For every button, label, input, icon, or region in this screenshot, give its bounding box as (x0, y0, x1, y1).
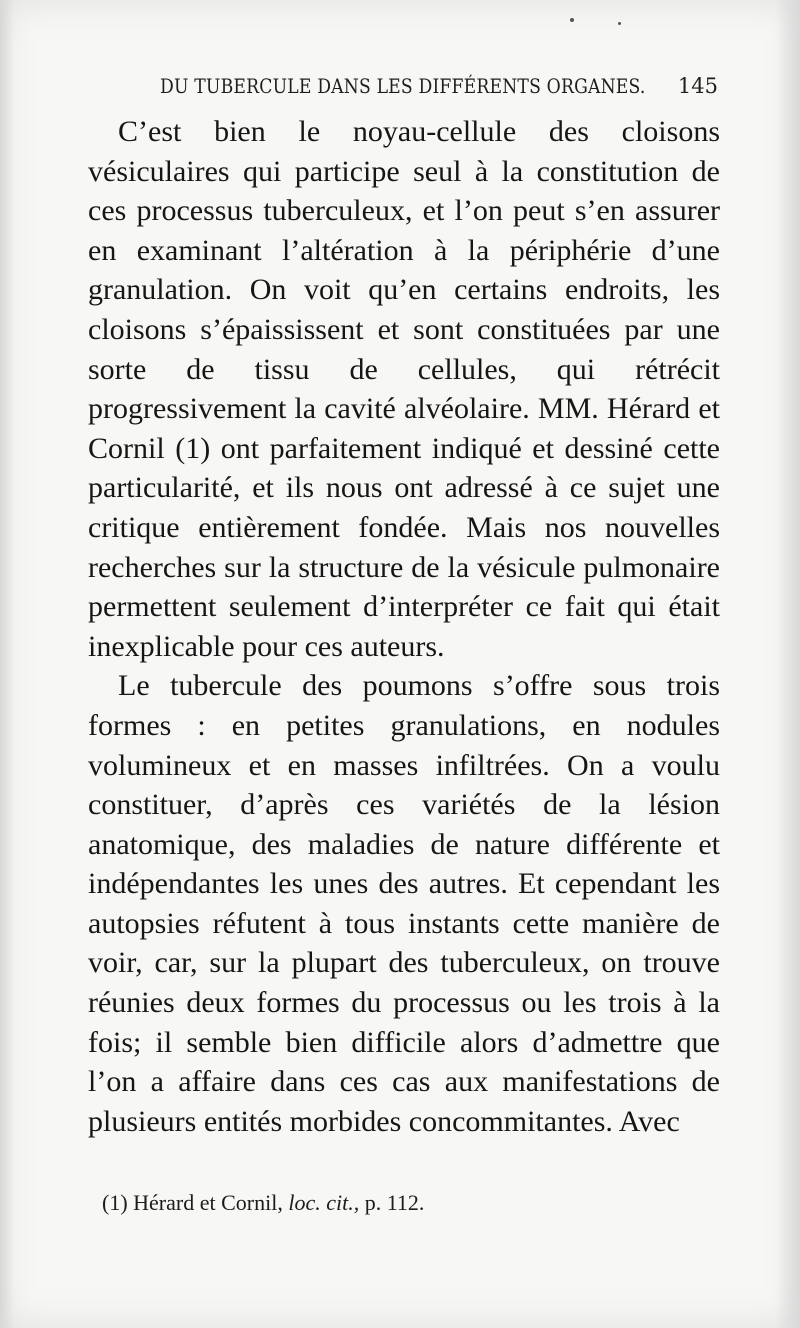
running-head (88, 74, 720, 106)
footnote-citation: loc. cit., (288, 1190, 360, 1215)
running-title: DU TUBERCULE DANS LES DIFFÉRENTS ORGANES. (160, 74, 646, 98)
paper-speck (570, 18, 574, 22)
footnote-authors: Hérard et Cornil, (133, 1190, 283, 1215)
footnote-page-ref: p. 112. (364, 1190, 425, 1215)
paper-speck (618, 22, 621, 25)
footnote-marker: (1) (102, 1190, 128, 1215)
body-text (88, 112, 720, 1141)
footnote (102, 1190, 424, 1216)
paragraph-1: C’est bien le noyau-cellule des cloisons vésiculaires qui participe seul à la constitution de ces processus tuberculeux, et l’on peut s’en assurer en examinant l’altération à la périphérie d’une granulation. On voit qu’en certains endroits, les cloisons s’épaississent et sont constituées par une sorte de tissu de cellules, qui rétrécit progressivement la cavité alvéolaire. MM. Hérard et Cornil (1) ont parfaitement indiqué et dessiné cette particularité, et ils nous ont adressé à ce sujet une critique entièrement fondée. Mais nos nouvelles recherches sur la structure de la vésicule pulmonaire permettent seulement d’interpréter ce fait qui était inexplicable pour ces auteurs. (88, 115, 720, 663)
paragraph-2: Le tubercule des poumons s’offre sous trois formes : en petites granulations, en nodules volumineux et en masses infiltrées. On a voulu constituer, d’après ces variétés de la lésion anatomique, des maladies de nature différente et indépendantes les unes des autres. Et cependant les autopsies réfutent à tous instants cette manière de voir, car, sur la plupart des tuberculeux, on trouve réunies deux formes du processus ou les trois à la fois; il semble bien difficile alors d’admettre que l’on a affaire dans ces cas aux manifestations de plusieurs entités morbides concommitantes. Avec (88, 669, 720, 1138)
page-number: 145 (677, 74, 718, 98)
